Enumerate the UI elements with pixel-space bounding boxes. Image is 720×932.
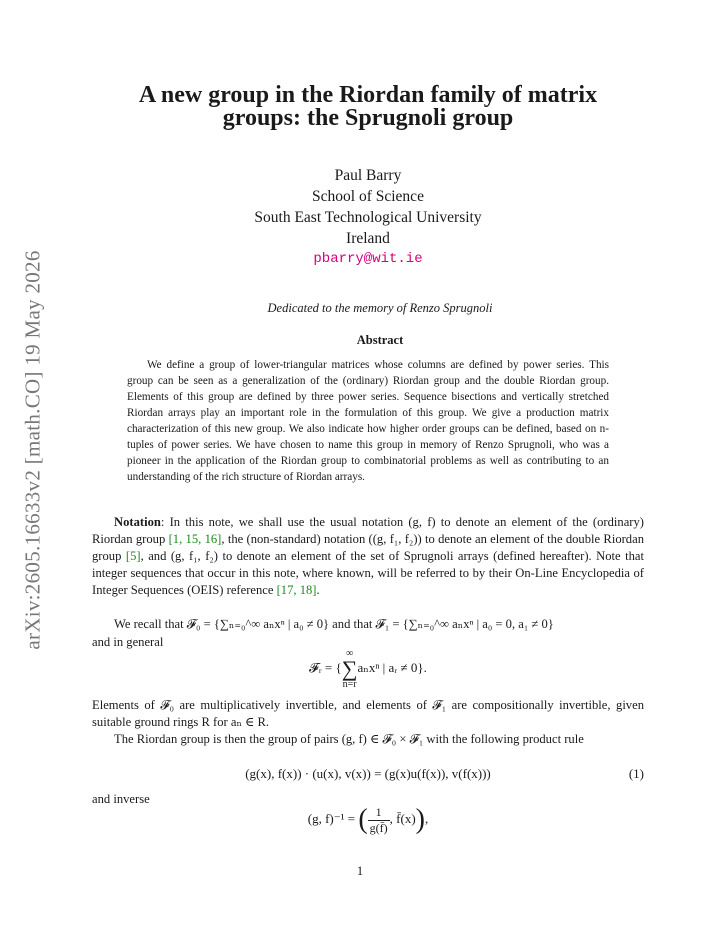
author-dept: School of Science	[312, 188, 424, 205]
inverse-label: and inverse	[92, 792, 150, 806]
eq-fr-rhs: aₙxⁿ | aᵣ ≠ 0}.	[357, 659, 427, 675]
page-number: 1	[356, 864, 364, 878]
citation-link[interactable]: [5]	[125, 549, 141, 563]
equation-fr	[92, 648, 644, 690]
arxiv-id: arXiv:2605.16633v2 [math.CO] 19 May 2026	[20, 250, 45, 650]
sum-sign: ∑	[341, 656, 358, 681]
sum-top: ∞	[346, 648, 354, 659]
notation-text-2: , the (non-standard) notation ((g, f₁, f₂)) to denote an element of the double Riordan group	[92, 532, 644, 563]
author-block	[180, 165, 556, 270]
recall-text: We recall that 𝓕₀ = {∑ₙ₌₀^∞ aₙxⁿ | a₀ ≠ 0} and that 𝓕₁ = {∑ₙ₌₀^∞ aₙxⁿ | a₀ = 0, a₁ ≠ 0}	[114, 617, 554, 631]
fraction-denominator: g(f̄)	[369, 820, 388, 835]
notation-label: Notation	[114, 515, 161, 529]
eq1-expr: (g(x), f(x)) · (u(x), v(x)) = (g(x)u(f(x)), v(f(x)))	[245, 766, 491, 781]
equation-inverse	[92, 804, 644, 836]
citation-link[interactable]: [1, 15, 16]	[168, 532, 222, 546]
recall-after: and in general	[92, 635, 164, 649]
eq1-number: (1)	[628, 766, 644, 781]
right-paren: )	[415, 804, 425, 835]
title-line-1: A new group in the Riordan family of matrix	[138, 82, 598, 108]
eq-inv-tail: ,	[424, 810, 429, 826]
notation-text-4: .	[316, 583, 320, 597]
notation-text-3: , and (g, f₁, f₂) to denote an element of the set of Sprugnoli arrays (defined hereafter). Note that integer sequences that occur in this note, where known, will be referred to by their On-Line Encyclopedia of Integer Sequences (OEIS) reference	[92, 549, 645, 597]
sum-symbol	[342, 648, 358, 690]
fraction	[368, 805, 390, 836]
notation-text-1: : In this note, we shall use the usual notation (g, f) to denote an element of the (ordinary) Riordan group	[92, 515, 644, 546]
dedication: Dedicated to the memory of Renzo Sprugnoli	[267, 301, 493, 315]
title-line-2: groups: the Sprugnoli group	[222, 105, 514, 131]
author-university: South East Technological University	[254, 209, 482, 226]
arxiv-sidebar	[8, 240, 58, 660]
elements-paragraph: Elements of 𝓕₀ are multiplicatively invertible, and elements of 𝓕₁ are compositionally invertible, given suitable ground rings R for aₙ ∈ R.	[92, 698, 644, 729]
abstract-text: We define a group of lower-triangular matrices whose columns are defined by power series. This group can be seen as a generalization of the (ordinary) Riordan group and the double Riordan group. Elements of this group are defined by three power series. Sequence bisections and vertically stretched Riordan arrays play an important role in the formulation of this group. We give a production matrix characterization of this new group. We also indicate how higher order groups can be defined, based on n-tuples of power series. We have chosen to name this group in memory of Renzo Sprugnoli, who was a pioneer in the application of the Riordan group to combinatorial problems as well as contributing to an understanding of the rich structure of Riordan arrays.	[127, 359, 609, 483]
recall-paragraph	[92, 616, 644, 633]
author-name: Paul Barry	[334, 167, 402, 184]
paper-title	[80, 84, 656, 130]
eq-inv-lhs: (g, f)⁻¹ =	[307, 810, 356, 826]
abstract-heading: Abstract	[356, 333, 404, 347]
fraction-numerator: 1	[368, 805, 390, 821]
eq-inv-rest: , f̄(x)	[389, 810, 416, 826]
riordan-paragraph: The Riordan group is then the group of pairs (g, f) ∈ 𝓕₀ × 𝓕₁ with the following product rule	[114, 732, 584, 746]
equation-1	[92, 766, 644, 782]
left-paren: (	[358, 804, 368, 835]
citation-link[interactable]: [17, 18]	[276, 583, 317, 597]
author-email[interactable]: pbarry@wit.ie	[313, 251, 423, 267]
eq-fr-lhs: 𝓕ᵣ = {	[309, 659, 342, 675]
author-country: Ireland	[346, 230, 390, 247]
sum-bottom: n=r	[342, 679, 357, 690]
notation-paragraph	[92, 514, 644, 599]
